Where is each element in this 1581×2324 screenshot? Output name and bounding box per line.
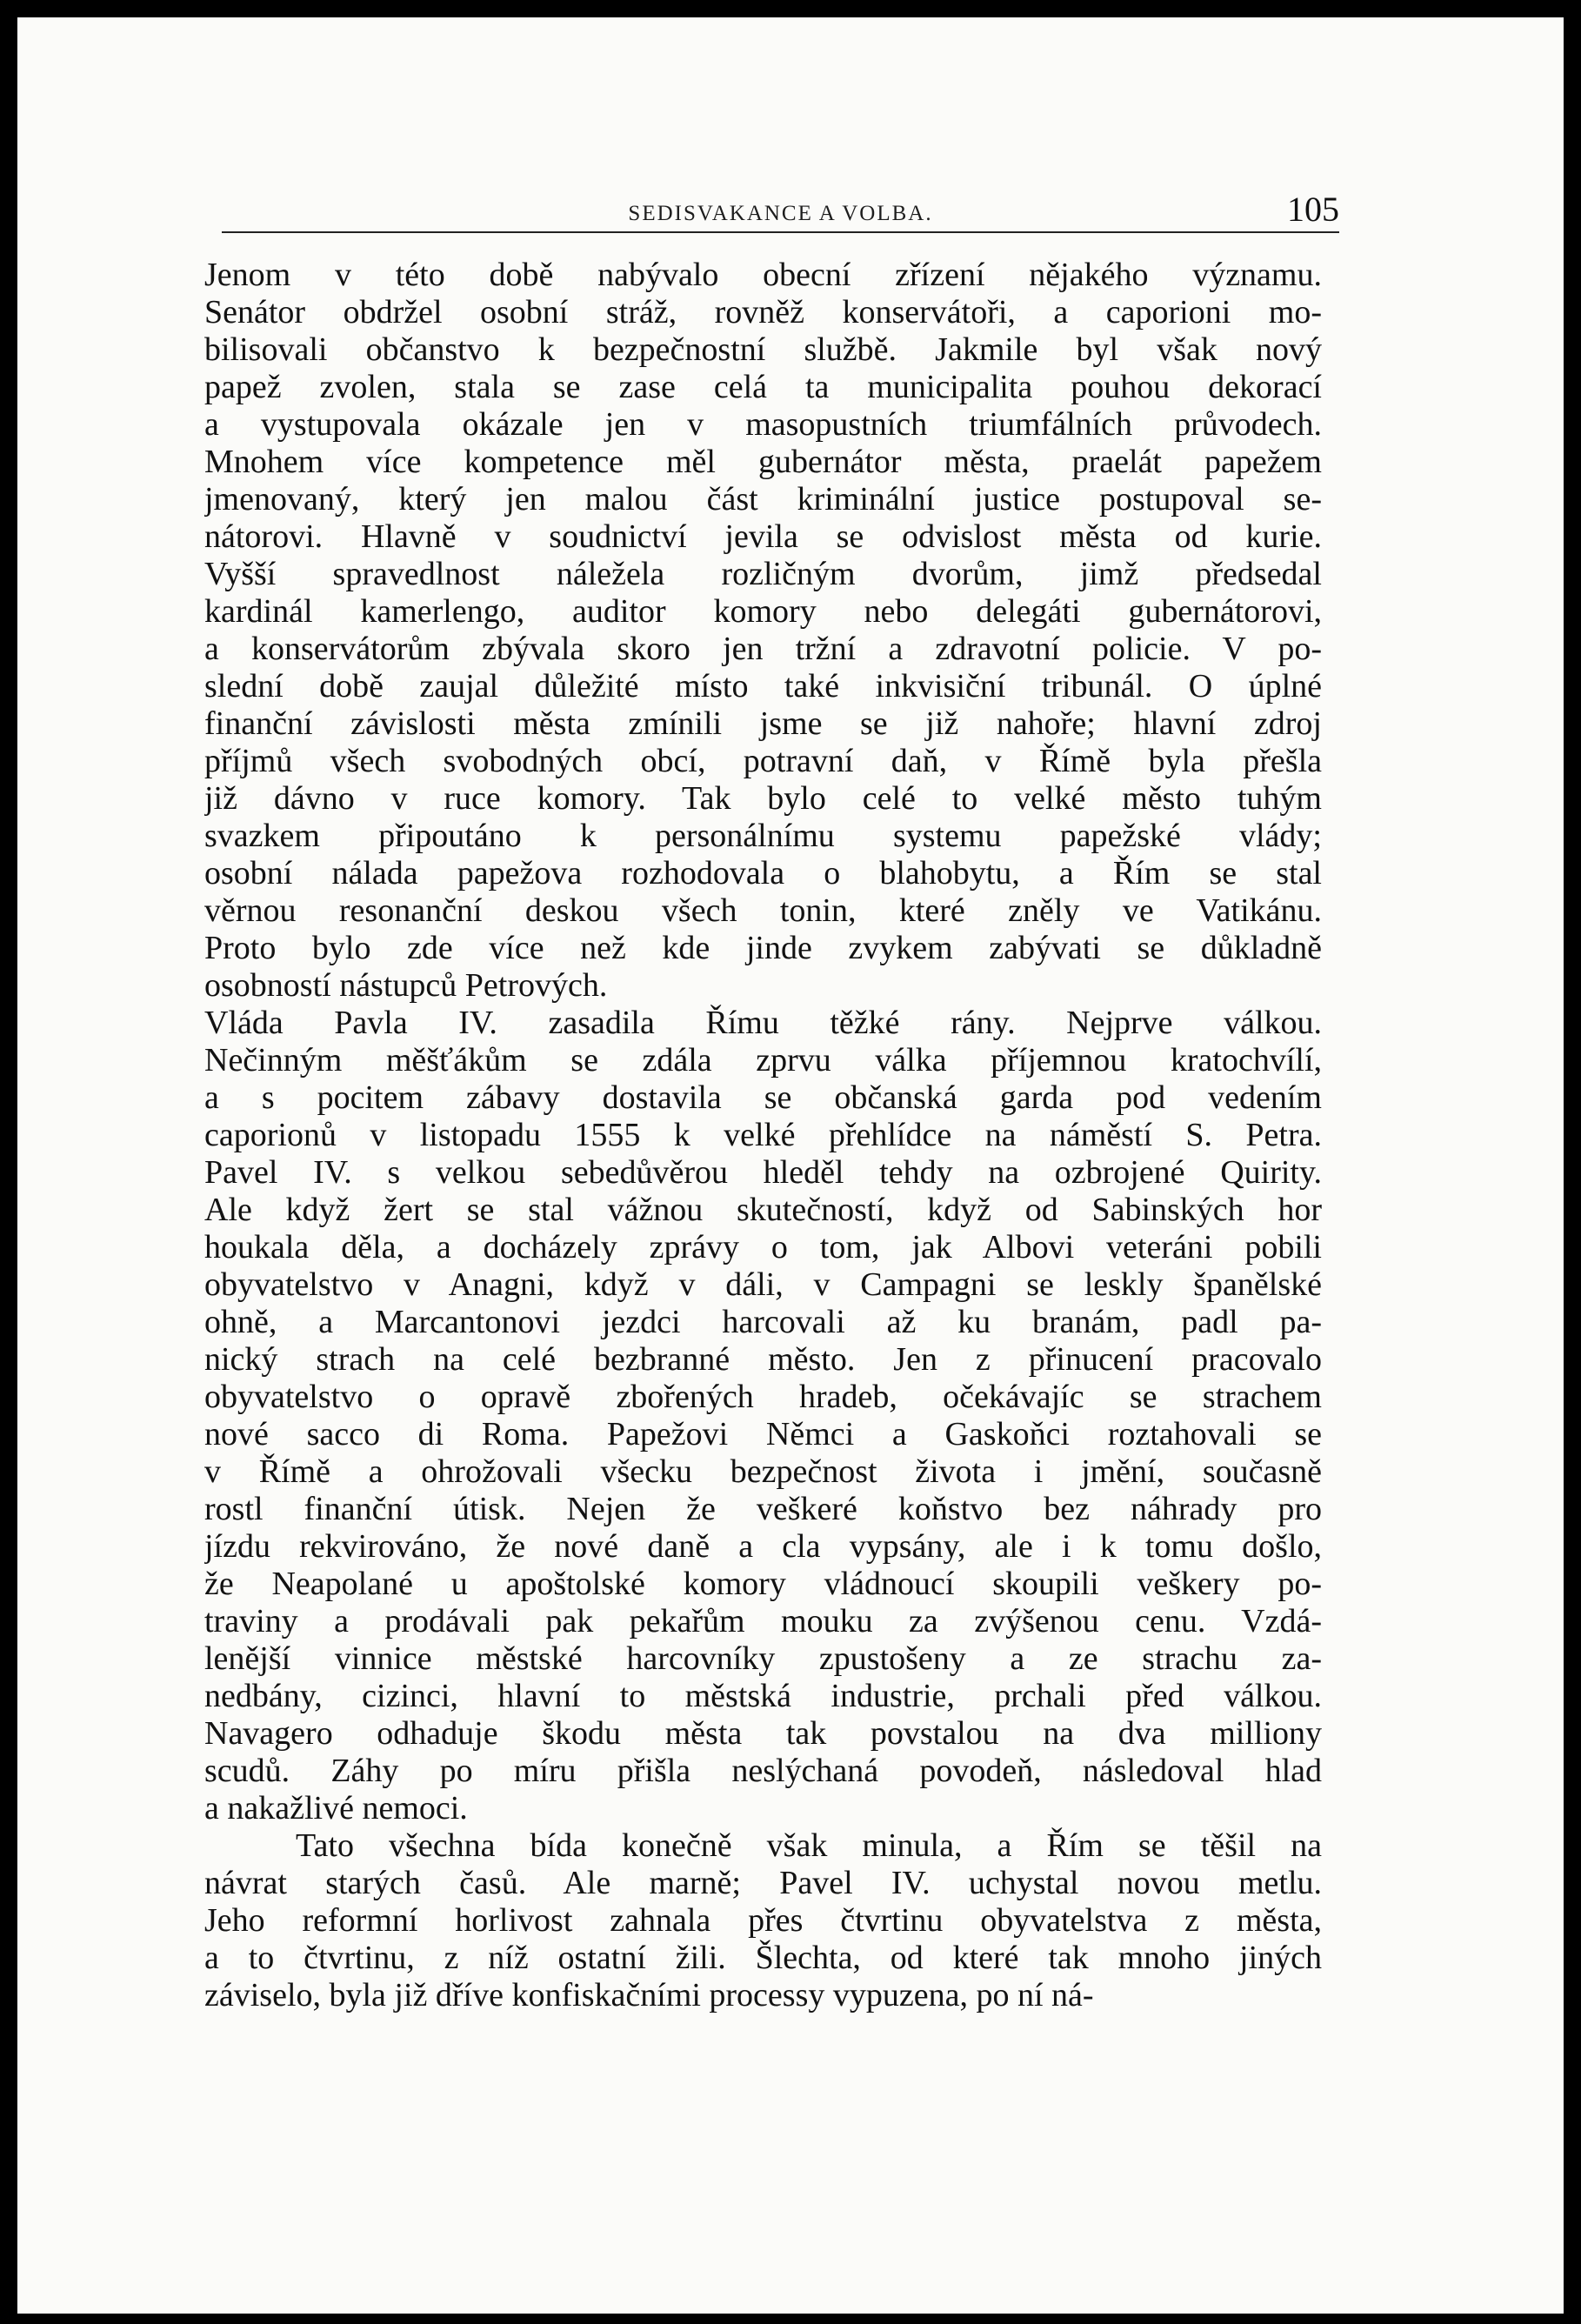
text-line: nové sacco di Roma. Papežovi Němci a Gaskoňci roztahovali se: [204, 1416, 1322, 1452]
text-line: osobní nálada papežova rozhodovala o blahobytu, a Řím se stal: [204, 855, 1322, 892]
text-line: bilisovali občanstvo k bezpečnostní službě. Jakmile byl však nový: [204, 331, 1322, 368]
text-line: Nečinným měšťákům se zdála zprvu válka příjemnou kratochvílí,: [204, 1042, 1322, 1079]
text-line: houkala děla, a docházely zprávy o tom, jak Albovi veteráni pobili: [204, 1229, 1322, 1266]
page-number: 105: [1287, 190, 1339, 229]
text-line: Proto bylo zde více než kde jinde zvykem zabývati se důkladně: [204, 930, 1322, 966]
text-line: již dávno v ruce komory. Tak bylo celé to velké město tuhým: [204, 780, 1322, 817]
text-line: příjmů všech svobodných obcí, potravní daň, v Římě byla přešla: [204, 743, 1322, 779]
text-line: nátorovi. Hlavně v soudnictví jevila se odvislost města od kurie.: [204, 518, 1322, 555]
text-line: nický strach na celé bezbranné město. Jen z přinucení pracovalo: [204, 1341, 1322, 1378]
text-line: traviny a prodávali pak pekařům mouku za zvýšenou cenu. Vzdá-: [204, 1603, 1322, 1639]
text-line: nedbány, cizinci, hlavní to městská industrie, prchali před válkou.: [204, 1678, 1322, 1714]
running-head: SEDISVAKANCE A VOLBA.: [628, 202, 933, 225]
text-line: lenější vinnice městské harcovníky zpustošeny a ze strachu za-: [204, 1640, 1322, 1677]
text-line: a konservátorům zbývala skoro jen tržní a zdravotní policie. V po-: [204, 631, 1322, 667]
text-line: obyvatelstvo o opravě zbořených hradeb, očekávajíc se strachem: [204, 1379, 1322, 1415]
text-line: a nakažlivé nemoci.: [204, 1790, 468, 1826]
text-line: Vláda Pavla IV. zasadila Římu těžké rány. Nejprve válkou.: [204, 1005, 1322, 1041]
text-line: jízdu rekvirováno, že nové daně a cla vypsány, ale i k tomu došlo,: [204, 1528, 1322, 1565]
text-line: Senátor obdržel osobní stráž, rovněž konservátoři, a caporioni mo-: [204, 294, 1322, 331]
text-line: Ale když žert se stal vážnou skutečností, když od Sabinských hor: [204, 1192, 1322, 1228]
text-line: záviselo, byla již dříve konfiskačními processy vypuzena, po ní ná-: [204, 1977, 1094, 2013]
text-line: kardinál kamerlengo, auditor komory nebo delegáti gubernátorovi,: [204, 593, 1322, 630]
text-line: svazkem připoutáno k personálnímu systemu papežské vlády;: [204, 818, 1322, 854]
text-line: a to čtvrtinu, z níž ostatní žili. Šlechta, od které tak mnoho jiných: [204, 1940, 1322, 1976]
text-line: caporionů v listopadu 1555 k velké přehlídce na náměstí S. Petra.: [204, 1117, 1322, 1153]
text-line: Pavel IV. s velkou sebedůvěrou hleděl tehdy na ozbrojené Quirity.: [204, 1154, 1322, 1191]
text-line: že Neapolané u apoštolské komory vládnoucí skoupili veškery po-: [204, 1566, 1322, 1602]
text-line: finanční závislosti města zmínili jsme se již nahoře; hlavní zdroj: [204, 705, 1322, 742]
body-text: [204, 257, 1322, 2014]
text-line: rostl finanční útisk. Nejen že veškeré koňstvo bez náhrady pro: [204, 1491, 1322, 1527]
text-line: ohně, a Marcantonovi jezdci harcovali až ku branám, padl pa-: [204, 1304, 1322, 1340]
text-line: Navagero odhaduje škodu města tak povstalou na dva milliony: [204, 1715, 1322, 1752]
text-line: a vystupovala okázale jen v masopustních triumfálních průvodech.: [204, 406, 1322, 443]
text-line: Jeho reformní horlivost zahnala přes čtvrtinu obyvatelstva z města,: [204, 1902, 1322, 1939]
text-line: Tato všechna bída konečně však minula, a Řím se těšil na: [296, 1827, 1322, 1864]
text-line: Vyšší spravedlnost náležela rozličným dvorům, jimž předsedal: [204, 556, 1322, 592]
text-line: osobností nástupců Petrových.: [204, 967, 608, 1004]
text-line: Jenom v této době nabývalo obecní zřízení nějakého významu.: [204, 257, 1322, 293]
text-line: Mnohem více kompetence měl gubernátor města, praelát papežem: [204, 444, 1322, 480]
text-line: scudů. Záhy po míru přišla neslýchaná povodeň, následoval hlad: [204, 1753, 1322, 1789]
text-line: návrat starých časů. Ale marně; Pavel IV. uchystal novou metlu.: [204, 1865, 1322, 1901]
text-line: obyvatelstvo v Anagni, když v dáli, v Campagni se leskly španělské: [204, 1266, 1322, 1303]
text-line: věrnou resonanční deskou všech tonin, které zněly ve Vatikánu.: [204, 892, 1322, 929]
text-line: jmenovaný, který jen malou část kriminální justice postupoval se-: [204, 481, 1322, 518]
text-line: v Římě a ohrožovali všecku bezpečnost života i jmění, současně: [204, 1453, 1322, 1490]
text-line: a s pocitem zábavy dostavila se občanská garda pod vedením: [204, 1079, 1322, 1116]
text-line: slední době zaujal důležité místo také inkvisiční tribunál. O úplné: [204, 668, 1322, 705]
page-header: [222, 183, 1339, 233]
text-line: papež zvolen, stala se zase celá ta municipalita pouhou dekorací: [204, 369, 1322, 405]
